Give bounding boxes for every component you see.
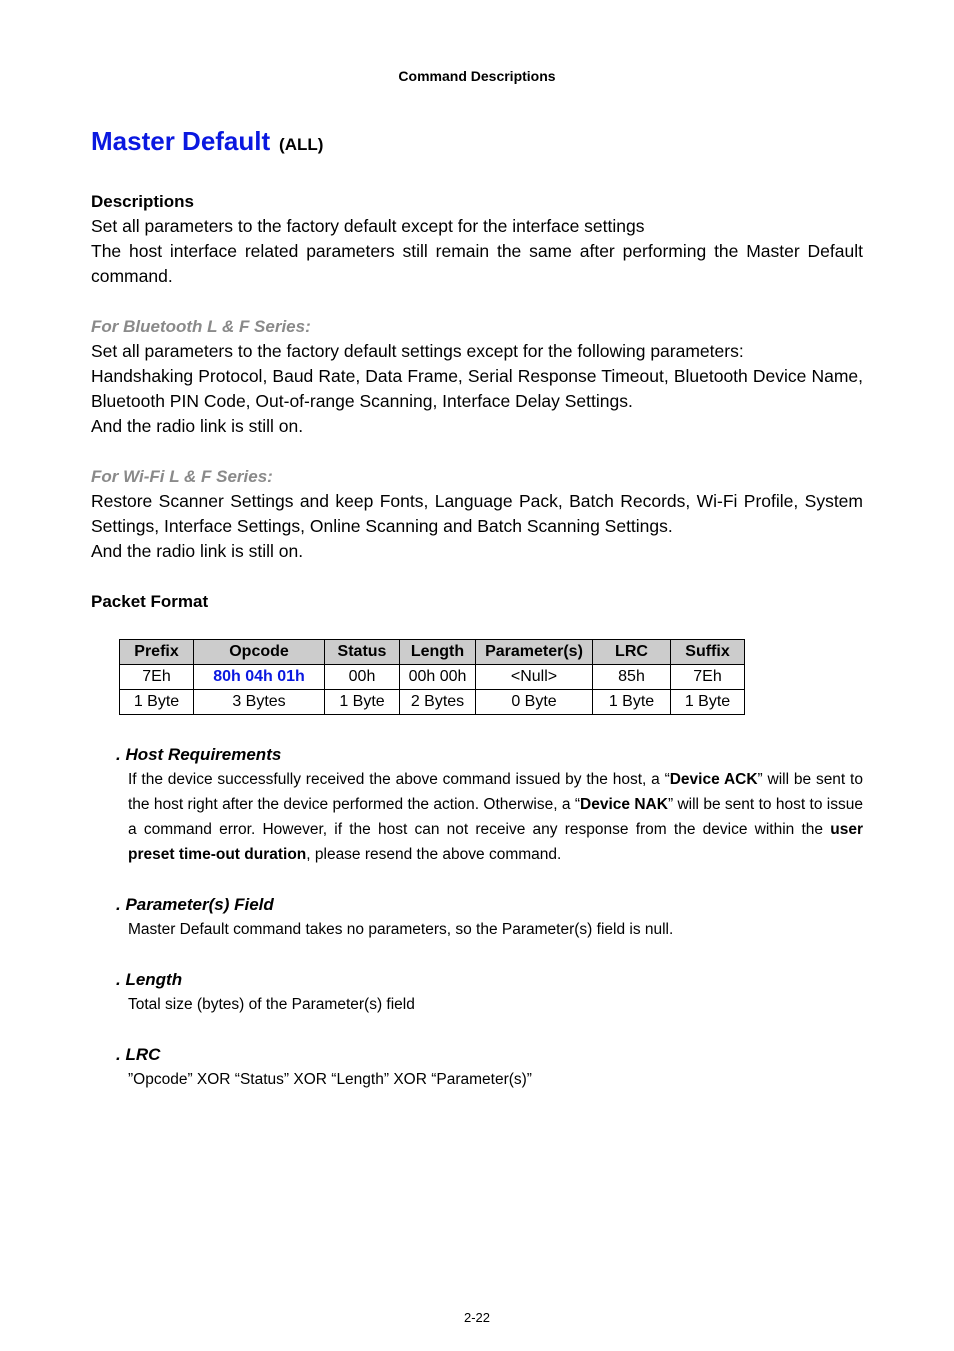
lrc-section: [116, 1042, 863, 1092]
parameter-field-section: [116, 892, 863, 942]
packet-format-heading: Packet Format: [91, 592, 209, 611]
title-sub: (ALL): [279, 135, 324, 154]
host-requirements-section: [116, 742, 863, 867]
table-cell: 0 Byte: [476, 690, 593, 715]
page-number: 2-22: [463, 1310, 491, 1325]
descriptions-line-1: Set all parameters to the factory default except for the interface settings: [91, 216, 645, 236]
lrc-heading: . LRC: [116, 1045, 161, 1064]
header-cell: Status: [325, 640, 400, 665]
bluetooth-heading: For Bluetooth L & F Series:: [91, 317, 311, 336]
table-cell: 1 Byte: [120, 690, 194, 715]
parameter-field-heading: . Parameter(s) Field: [116, 895, 274, 914]
table-cell: 7Eh: [120, 665, 194, 690]
descriptions-line-2: The host interface related parameters still remain the same after performing the Master Default command.: [91, 241, 863, 286]
header-cell: Parameter(s): [476, 640, 593, 665]
table-header-row: [120, 640, 745, 665]
text-run: ” will be sent to host to issue a command error. However, if the host can not receive any response from the device within the: [128, 796, 863, 838]
header-cell: Suffix: [671, 640, 745, 665]
host-requirements-heading: . Host Requirements: [116, 745, 282, 764]
descriptions-heading: Descriptions: [91, 192, 194, 211]
page-title: [91, 121, 323, 158]
header-cell: Length: [400, 640, 476, 665]
wifi-line-2: And the radio link is still on.: [91, 541, 304, 561]
header-cell: LRC: [593, 640, 671, 665]
table-row: [120, 690, 745, 715]
wifi-text: [91, 489, 863, 564]
device-ack-term: Device ACK: [669, 771, 758, 788]
wifi-heading: For Wi-Fi L & F Series:: [91, 467, 273, 486]
table-row: [120, 665, 745, 690]
host-requirements-text: [116, 767, 863, 867]
text-run: , please resend the above command.: [306, 846, 562, 863]
length-section: [116, 967, 863, 1017]
length-heading: . Length: [116, 970, 183, 989]
opcode-cell: 80h 04h 01h: [194, 665, 325, 690]
bluetooth-line-2: Handshaking Protocol, Baud Rate, Data Frame, Serial Response Timeout, Bluetooth Device Name, Bluetooth PIN Code, Out-of-range Scanning, Interface Delay Settings.: [91, 366, 863, 411]
bluetooth-text: [91, 339, 863, 439]
timeout-term: user preset time-out duration: [128, 821, 863, 863]
table-cell: 1 Byte: [671, 690, 745, 715]
header-cell: Prefix: [120, 640, 194, 665]
text-run: If the device successfully received the above command issued by the host, a “: [128, 771, 670, 788]
length-text: Total size (bytes) of the Parameter(s) field: [128, 996, 415, 1013]
table-cell: 7Eh: [671, 665, 745, 690]
table-cell: 2 Bytes: [400, 690, 476, 715]
table-cell: 00h 00h: [400, 665, 476, 690]
header-cell: Opcode: [194, 640, 325, 665]
table-cell: 00h: [325, 665, 400, 690]
table-cell: 85h: [593, 665, 671, 690]
device-nak-term: Device NAK: [580, 796, 668, 813]
title-main: Master Default: [91, 126, 271, 156]
content-body: [91, 189, 863, 614]
bluetooth-line-1: Set all parameters to the factory default settings except for the following parameters:: [91, 341, 744, 361]
bluetooth-line-3: And the radio link is still on.: [91, 416, 304, 436]
running-header: Command Descriptions: [398, 68, 556, 84]
table-cell: 3 Bytes: [194, 690, 325, 715]
packet-format-table: [119, 639, 745, 715]
table-cell: 1 Byte: [593, 690, 671, 715]
wifi-line-1: Restore Scanner Settings and keep Fonts, Language Pack, Batch Records, Wi-Fi Profile, System Settings, Interface Settings, Online Scanning and Batch Scanning Settings.: [91, 491, 863, 536]
text-run: ” will be sent to the host right after the device performed the action. Otherwise, a “: [128, 771, 863, 813]
lrc-text: ”Opcode” XOR “Status” XOR “Length” XOR “Parameter(s)”: [128, 1071, 532, 1088]
table-cell: 1 Byte: [325, 690, 400, 715]
parameter-field-text: Master Default command takes no parameters, so the Parameter(s) field is null.: [128, 921, 674, 938]
table-cell: <Null>: [476, 665, 593, 690]
descriptions-text: [91, 214, 863, 289]
